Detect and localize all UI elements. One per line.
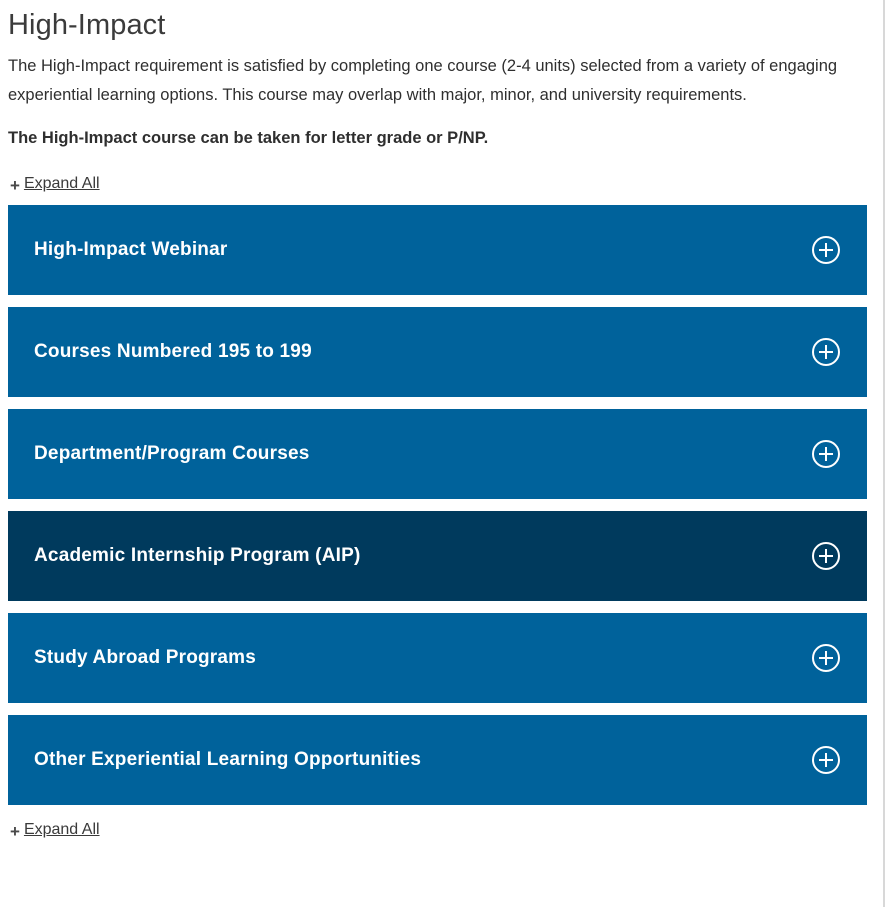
plus-circle-icon[interactable] [811,439,841,469]
accordion-item-label: High-Impact Webinar [34,239,228,260]
expand-all-bottom-link[interactable]: Expand All [23,821,100,838]
expand-all-bottom[interactable] [10,821,867,839]
plus-circle-icon[interactable] [811,643,841,673]
expand-all-top-link[interactable]: Expand All [23,175,100,192]
accordion-item-label: Department/Program Courses [34,443,310,464]
accordion-list [8,205,867,805]
plus-circle-icon[interactable] [811,745,841,775]
accordion-item-department-program-courses[interactable] [8,409,867,499]
intro-paragraph: The High-Impact requirement is satisfied by completing one course (2-4 units) selected from a variety of engaging experiential learning options. This course may overlap with major, minor, and university requirements. [8,57,838,104]
plus-circle-icon[interactable] [811,541,841,571]
accordion-item-label: Courses Numbered 195 to 199 [34,341,312,362]
expand-all-top[interactable] [10,175,867,193]
plus-icon: + [10,175,20,195]
plus-circle-icon[interactable] [811,337,841,367]
plus-icon: + [10,821,20,841]
page-title: High-Impact [8,9,166,41]
accordion-item-other-experiential-learning[interactable] [8,715,867,805]
accordion-item-label: Study Abroad Programs [34,647,257,668]
plus-circle-icon[interactable] [811,235,841,265]
accordion-item-label: Other Experiential Learning Opportunities [34,749,422,770]
accordion-item-study-abroad-programs[interactable] [8,613,867,703]
accordion-item-label: Academic Internship Program (AIP) [34,545,361,566]
accordion-item-academic-internship-program[interactable] [8,511,867,601]
accordion-item-courses-195-199[interactable] [8,307,867,397]
grade-note: The High-Impact course can be taken for letter grade or P/NP. [8,129,489,147]
accordion-item-high-impact-webinar[interactable] [8,205,867,295]
